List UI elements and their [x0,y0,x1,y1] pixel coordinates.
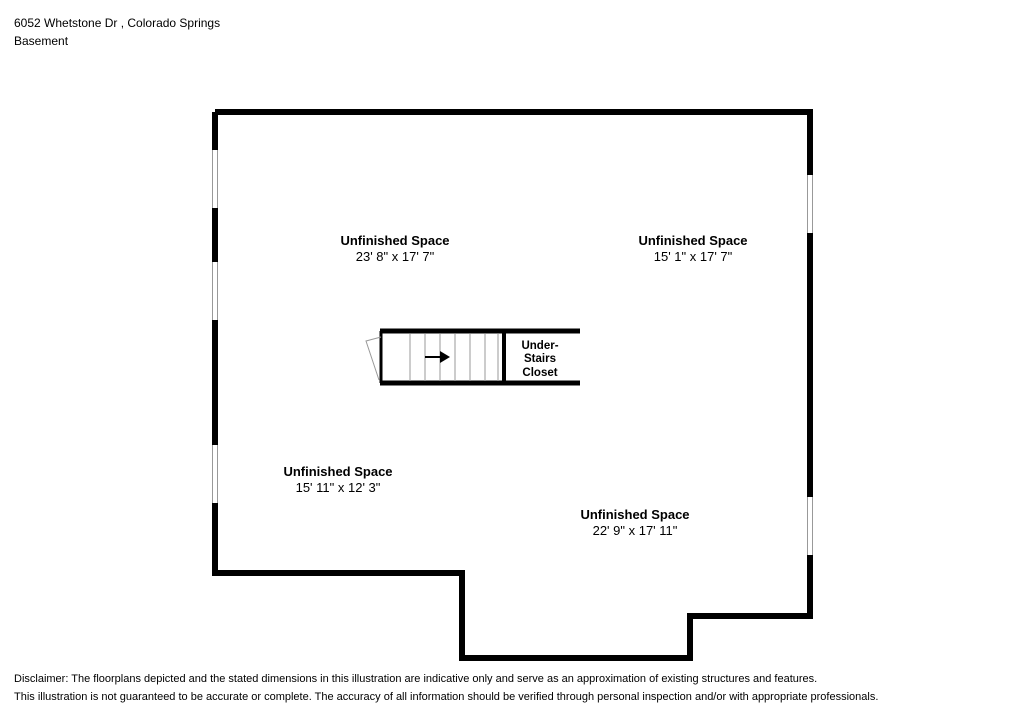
door-swing [366,337,381,380]
disclaimer-line-1: Disclaimer: The floorplans depicted and the stated dimensions in this illustration are indicative only and serve as an approximation of existing structures and features. [14,673,818,685]
room-dimensions: 22' 9" x 17' 11" [592,523,678,538]
room-dimensions: 15' 1" x 17' 7" [653,249,733,264]
arrow-right-icon [425,351,450,363]
closet-label-line1: Under- [521,340,559,352]
closet-label-line3: Closet [522,367,558,379]
room-dimensions: 15' 11" x 12' 3" [295,480,381,495]
disclaimer-line-2: This illustration is not guaranteed to be accurate or complete. The accuracy of all information should be verified through personal inspection and/or with appropriate professionals. [14,691,879,703]
room-name: Unfinished Space [638,233,748,248]
room-name: Unfinished Space [580,507,690,522]
property-address: 6052 Whetstone Dr , Colorado Springs [14,16,221,30]
closet-label-line2: Stairs [524,353,556,365]
room-name: Unfinished Space [340,233,450,248]
floor-level: Basement [14,34,69,48]
room-name: Unfinished Space [283,464,393,479]
room-dimensions: 23' 8" x 17' 7" [355,249,435,264]
